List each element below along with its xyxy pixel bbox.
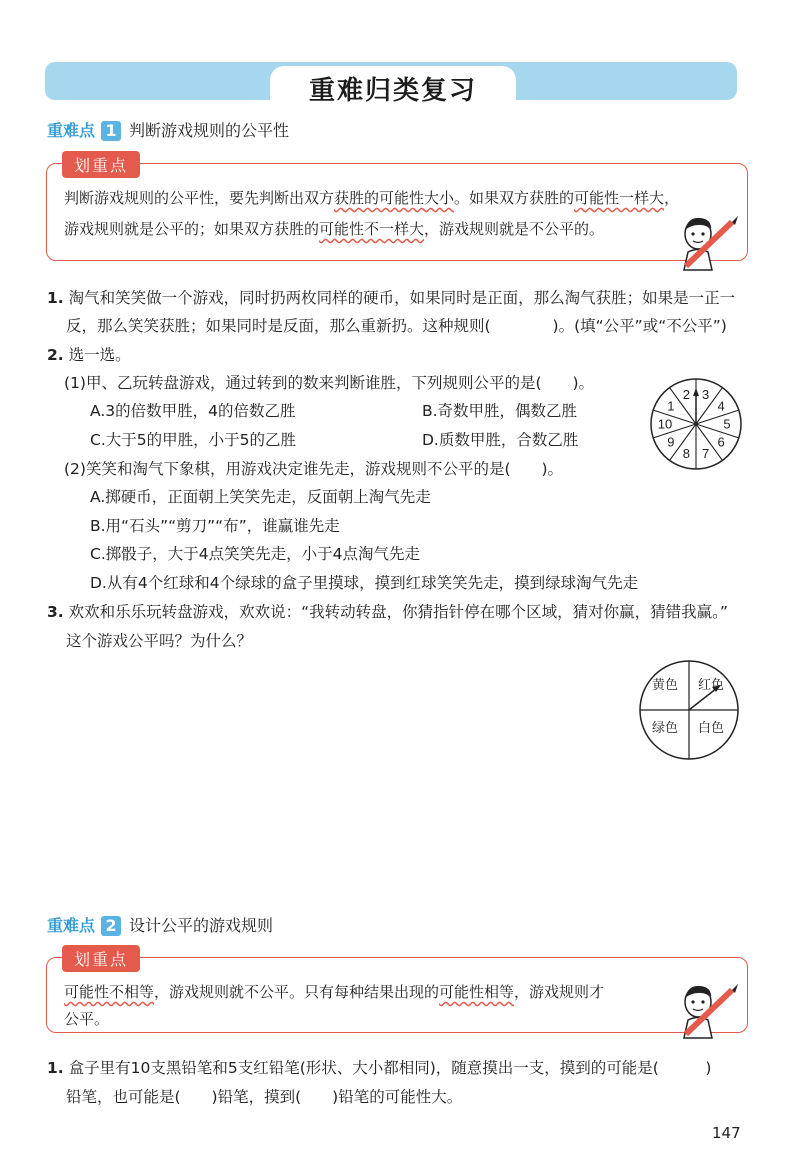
- section-number: 2: [101, 916, 121, 936]
- option-2-1-c: C.大于5的甲胜，小于5的乙胜: [90, 431, 296, 449]
- spinner-number: 10: [657, 416, 673, 432]
- color-spinner: [637, 658, 741, 762]
- spinner-number: 6: [717, 434, 725, 450]
- key-point-line-2: 游戏规则就是公平的；如果双方获胜的可能性不一样大，游戏规则就是不公平的。: [64, 220, 605, 238]
- student-pencil-icon: [672, 212, 740, 274]
- sector-red: 红色: [697, 678, 725, 693]
- question-2-part-1: (1)甲、乙玩转盘游戏，通过转到的数来判断谁胜，下列规则公平的是( )。: [64, 374, 595, 392]
- question-1-line-1: 1. 淘气和笑笑做一个游戏，同时扔两枚同样的硬币，如果同时是正面，那么淘气获胜；如果是一正一: [47, 289, 736, 307]
- question-3-line-2: 这个游戏公平吗？为什么？: [66, 632, 253, 650]
- question-4-line-1: 1. 盒子里有10支黑铅笔和5支红铅笔(形状、大小都相同)，随意摸出一支，摸到的可能是( ): [47, 1059, 712, 1077]
- section-1-heading: [47, 118, 289, 141]
- section-label: 重难点: [47, 121, 96, 140]
- number-spinner: [648, 376, 744, 472]
- key-point-2-line-1: 可能性不相等，游戏规则就不公平。只有每种结果出现的可能性相等，游戏规则才: [64, 983, 605, 1001]
- section-title: 判断游戏规则的公平性: [129, 121, 290, 140]
- page-number: 147: [712, 1124, 741, 1142]
- option-2-1-a: A.3的倍数甲胜，4的倍数乙胜: [90, 402, 296, 420]
- section-title: 设计公平的游戏规则: [129, 916, 274, 935]
- sector-white: 白色: [697, 721, 725, 736]
- spinner-number: 2: [682, 387, 691, 403]
- option-2-2-a: A.掷硬币，正面朝上笑笑先走，反面朝上淘气先走: [90, 488, 431, 506]
- option-2-2-b: B.用“石头”“剪刀”“布”，谁赢谁先走: [90, 517, 340, 535]
- question-2-part-2: (2)笑笑和淘气下象棋，用游戏决定谁先走，游戏规则不公平的是( )。: [64, 460, 564, 478]
- option-2-1-b: B.奇数甲胜，偶数乙胜: [422, 402, 578, 420]
- key-point-tag-2: 划重点: [62, 945, 140, 972]
- question-2-title: 2. 选一选。: [47, 346, 131, 364]
- question-3-line-1: 3. 欢欢和乐乐玩转盘游戏，欢欢说：“我转动转盘，你猜指针停在哪个区域，猜对你赢，猜错我赢。”: [47, 603, 728, 621]
- option-2-1-d: D.质数甲胜，合数乙胜: [422, 431, 579, 449]
- section-2-heading: [47, 913, 273, 936]
- option-2-2-c: C.掷骰子，大于4点笑笑先走，小于4点淘气先走: [90, 545, 420, 563]
- spinner-number: 7: [701, 445, 710, 461]
- sector-green: 绿色: [651, 721, 679, 736]
- section-label: 重难点: [47, 916, 96, 935]
- section-number: 1: [101, 121, 121, 141]
- spinner-number: 3: [701, 387, 710, 403]
- question-1-line-2: 反，那么笑笑获胜；如果同时是反面，那么重新扔。这种规则( )。(填“公平”或“不公平”): [66, 317, 727, 335]
- spinner-number: 9: [667, 434, 675, 450]
- key-point-2-line-2: 公平。: [64, 1010, 110, 1028]
- spinner-number: 8: [682, 445, 691, 461]
- key-point-tag-1: 划重点: [62, 151, 140, 178]
- question-4-line-2: 铅笔，也可能是( )铅笔，摸到( )铅笔的可能性大。: [66, 1088, 463, 1106]
- option-2-2-d: D.从有4个红球和4个绿球的盒子里摸球，摸到红球笑笑先走，摸到绿球淘气先走: [90, 574, 639, 592]
- student-pencil-icon: [672, 980, 740, 1042]
- spinner-number: 4: [717, 398, 725, 414]
- page-title: 重难归类复习: [308, 76, 477, 106]
- spinner-number: 1: [667, 398, 675, 414]
- key-point-line-1: 判断游戏规则的公平性，要先判断出双方获胜的可能性大小。如果双方获胜的可能性一样大，: [64, 189, 680, 207]
- sector-yellow: 黄色: [651, 678, 679, 693]
- spinner-number: 5: [723, 416, 731, 432]
